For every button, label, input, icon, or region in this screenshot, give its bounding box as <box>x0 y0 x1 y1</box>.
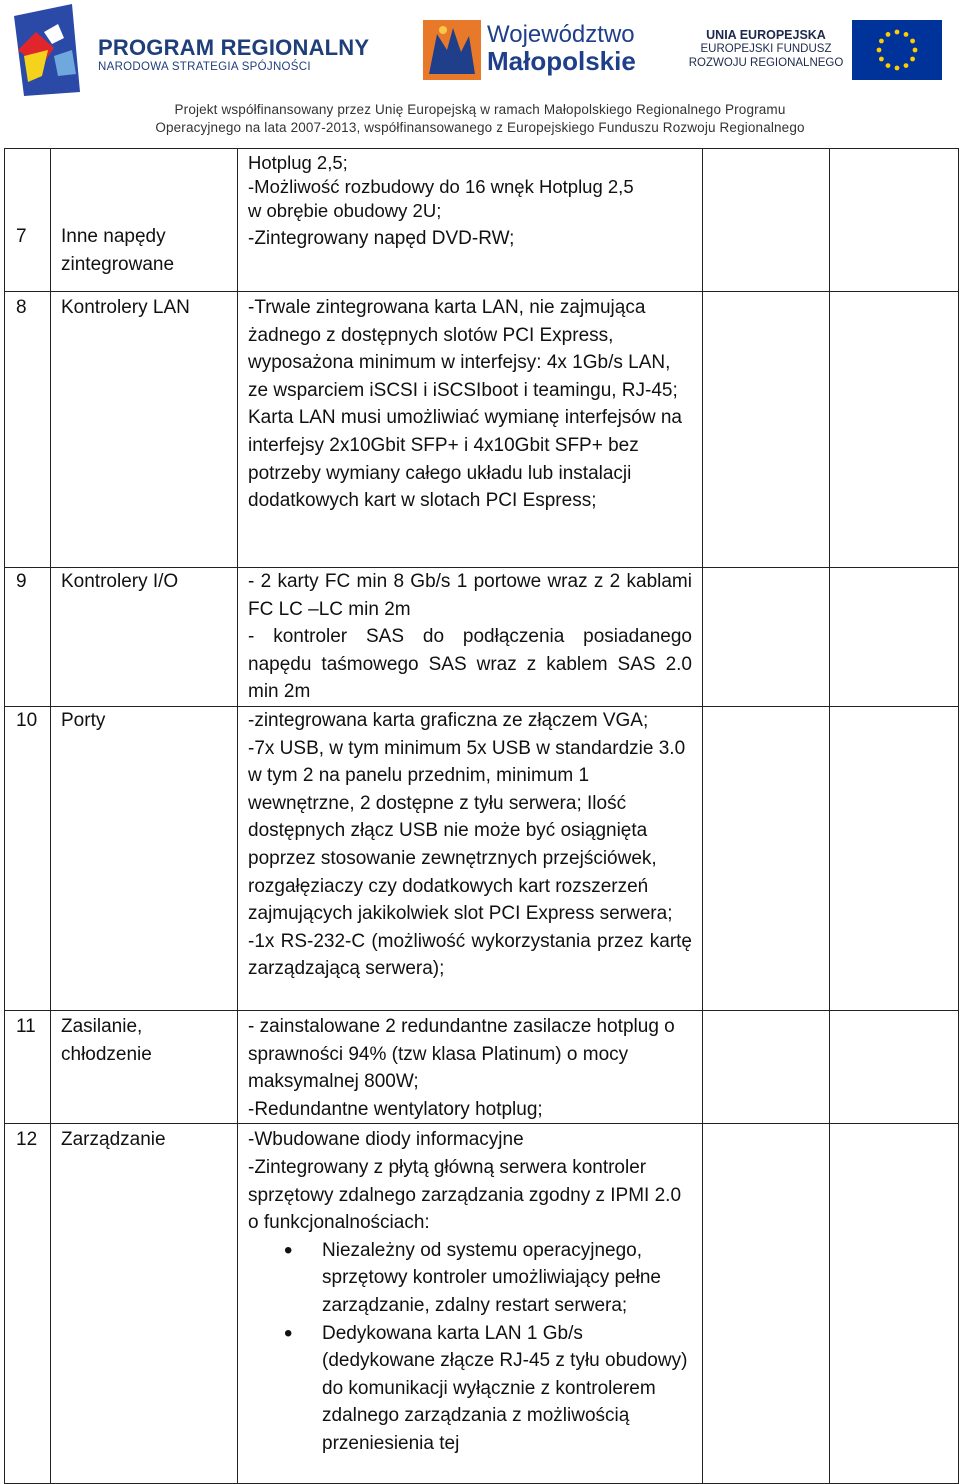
row-number: 11 <box>5 1011 51 1124</box>
row-description <box>238 1011 703 1124</box>
table-row <box>5 1011 959 1124</box>
eu-line1: UNIA EUROPEJSKA <box>706 28 826 42</box>
empty-cell <box>830 1011 959 1124</box>
table-row <box>5 292 959 568</box>
row-number: 7 <box>5 149 51 292</box>
function-list <box>248 1237 692 1458</box>
desc-line: -7x USB, w tym minimum 5x USB w standardzie 3.0 w tym 2 na panelu przednim, minimum 1 wewnętrzne, 2 dostępne z tyłu serwera; Ilość dostępnych złącz USB nie może być osiągnięta poprzez stosowanie zewnętrznych przejściówek, rozgałęziaczy czy dodatkowych kart rozszerzeń zajmujących jakikolwiek slot PCI Express serwera; <box>248 737 686 925</box>
empty-cell <box>830 292 959 568</box>
eu-line2: EUROPEJSKI FUNDUSZ <box>700 43 832 55</box>
empty-cell <box>703 149 830 292</box>
empty-cell <box>830 1124 959 1484</box>
table-row <box>5 707 959 1011</box>
row-name: Porty <box>51 707 238 1011</box>
eu-line3: ROZWOJU REGIONALNEGO <box>688 57 844 69</box>
row-name: Zasilanie, chłodzenie <box>51 1011 238 1124</box>
list-item: • Niezależny od systemu operacyjnego, sprzętowy kontroler umożliwiający pełne zarządzanie, zdalny restart serwera; <box>322 1237 692 1320</box>
row-description <box>238 1124 703 1484</box>
region-name <box>487 22 636 74</box>
row-description <box>238 707 703 1011</box>
empty-cell <box>830 568 959 707</box>
row-number: 12 <box>5 1124 51 1484</box>
desc-line: -1x RS-232-C (możliwość wykorzystania przez kartę zarządzającą serwera); <box>248 930 692 980</box>
desc-line: w obrębie obudowy 2U; <box>248 200 442 221</box>
desc-line: -Trwale zintegrowana karta LAN, nie zajmująca żadnego z dostępnych slotów PCI Express, wyposażona minimum w interfejsy: 4x 1Gb/s LAN, ze wsparciem iSCSI i iSCSIboot i teamingu, RJ-45; <box>248 297 678 401</box>
row-description <box>238 292 703 568</box>
desc-line: Karta LAN musi umożliwiać wymianę interfejsów na interfejsy 2x10Gbit SFP+ i 4x10Gbit SFP+ bez potrzeby wymiany całego układu lub instalacji dodatkowych kart w slotach PCI Espress; <box>248 407 682 512</box>
empty-cell <box>830 149 959 292</box>
program-regionalny-logo <box>14 4 84 96</box>
empty-cell <box>830 707 959 1011</box>
program-regionalny-text <box>98 36 369 73</box>
row-number: 9 <box>5 568 51 707</box>
table-row <box>5 149 959 292</box>
desc-line: -zintegrowana karta graficzna ze złączem VGA; <box>248 710 649 731</box>
cofinancing-line1: Projekt współfinansowany przez Unię Europejską w ramach Małopolskiego Regionalnego Programu <box>174 102 786 117</box>
table-row <box>5 568 959 707</box>
desc-line: -Redundantne wentylatory hotplug; <box>248 1098 543 1120</box>
desc-line: -Wbudowane diody informacyjne <box>248 1129 524 1151</box>
page-header <box>0 0 960 142</box>
cofinancing-line2: Operacyjnego na lata 2007-2013, współfinansowanego z Europejskiego Funduszu Rozwoju Regionalnego <box>155 120 805 135</box>
malopolska-logo <box>423 20 481 80</box>
empty-cell <box>703 1124 830 1484</box>
region-line1: Województwo <box>487 21 635 48</box>
cofinancing-note <box>0 101 960 137</box>
row-name: Inne napędy zintegrowane <box>51 149 238 292</box>
desc-line: - zainstalowane 2 redundantne zasilacze hotplug o sprawności 94% (tzw klasa Platinum) o mocy maksymalnej 800W; <box>248 1016 675 1093</box>
row-number: 8 <box>5 292 51 568</box>
row-description <box>238 149 703 292</box>
empty-cell <box>703 292 830 568</box>
empty-cell <box>703 1011 830 1124</box>
empty-cell <box>703 707 830 1011</box>
row-name: Kontrolery LAN <box>51 292 238 568</box>
row-description <box>238 568 703 707</box>
row-number: 10 <box>5 707 51 1011</box>
program-subtitle: NARODOWA STRATEGIA SPÓJNOŚCI <box>98 61 311 73</box>
desc-line: -Zintegrowany z płytą główną serwera kontroler sprzętowy zdalnego zarządzania zgodny z IPMI 2.0 o funkcjonalnościach: <box>248 1156 682 1234</box>
desc-line: Hotplug 2,5; <box>248 152 348 173</box>
specification-table <box>4 148 959 1484</box>
desc-line: - 2 karty FC min 8 Gb/s 1 portowe wraz z 2 kablami FC LC –LC min 2m <box>248 571 692 620</box>
desc-line: -Możliwość rozbudowy do 16 wnęk Hotplug 2,5 <box>248 176 634 197</box>
table-row <box>5 1124 959 1484</box>
region-line2: Małopolskie <box>487 46 636 76</box>
eu-fund-text <box>688 28 844 70</box>
list-item: • Dedykowana karta LAN 1 Gb/s (dedykowane złącze RJ-45 z tyłu obudowy) do komunikacji wyłącznie z kontrolerem zdalnego zarządzania z możliwością przeniesienia tej <box>322 1320 692 1458</box>
desc-line: - kontroler SAS do podłączenia posiadanego napędu taśmowego SAS wraz z kablem SAS 2.0 min 2m <box>248 626 692 703</box>
desc-line: -Zintegrowany napęd DVD-RW; <box>248 228 515 249</box>
row-name: Zarządzanie <box>51 1124 238 1484</box>
row-name: Kontrolery I/O <box>51 568 238 707</box>
eu-flag-icon <box>852 20 942 80</box>
empty-cell <box>703 568 830 707</box>
program-title: PROGRAM REGIONALNY <box>98 35 370 60</box>
